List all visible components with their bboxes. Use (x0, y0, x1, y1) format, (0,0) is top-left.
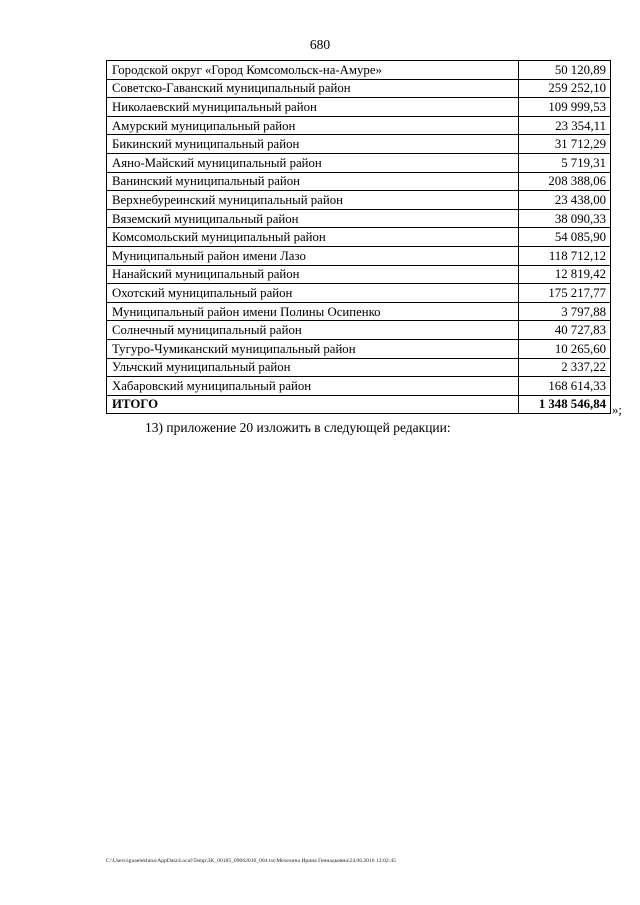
table-row (107, 321, 611, 340)
table-row (107, 228, 611, 247)
district-name-cell: Солнечный муниципальный район (107, 321, 519, 340)
district-name-cell: Верхнебуреинский муниципальный район (107, 191, 519, 210)
district-name-cell: Советско-Гаванский муниципальный район (107, 79, 519, 98)
table-row (107, 265, 611, 284)
amount-cell: 168 614,33 (519, 377, 611, 396)
amount-cell: 54 085,90 (519, 228, 611, 247)
amount-cell: 50 120,89 (519, 61, 611, 80)
amount-cell: 208 388,06 (519, 172, 611, 191)
amount-cell: 40 727,83 (519, 321, 611, 340)
amount-cell: 109 999,53 (519, 98, 611, 117)
district-name-cell: Ванинский муниципальный район (107, 172, 519, 191)
table-row (107, 377, 611, 396)
total-row (107, 395, 611, 414)
amount-cell: 31 712,29 (519, 135, 611, 154)
table-row (107, 153, 611, 172)
district-name-cell: Комсомольский муниципальный район (107, 228, 519, 247)
district-name-cell: Тугуро-Чумиканский муниципальный район (107, 339, 519, 358)
amount-cell: 12 819,42 (519, 265, 611, 284)
district-name-cell: Хабаровский муниципальный район (107, 377, 519, 396)
table-row (107, 246, 611, 265)
district-name-cell: Бикинский муниципальный район (107, 135, 519, 154)
amount-cell: 2 337,22 (519, 358, 611, 377)
table-row (107, 302, 611, 321)
district-name-cell: Ульчский муниципальный район (107, 358, 519, 377)
district-name-cell: Вяземский муниципальный район (107, 209, 519, 228)
amount-cell: 23 438,00 (519, 191, 611, 210)
amount-cell: 10 265,60 (519, 339, 611, 358)
amount-cell: 3 797,88 (519, 302, 611, 321)
table-row (107, 61, 611, 80)
district-name-cell: Муниципальный район имени Полины Осипенко (107, 302, 519, 321)
table-row (107, 284, 611, 303)
table-body (107, 61, 611, 414)
district-name-cell: Амурский муниципальный район (107, 116, 519, 135)
table-row (107, 339, 611, 358)
total-closing-quote: »; (612, 403, 622, 417)
table-row (107, 79, 611, 98)
total-amount-cell: 1 348 546,84 (519, 395, 611, 414)
district-name-cell: Нанайский муниципальный район (107, 265, 519, 284)
district-name-cell: Охотский муниципальный район (107, 284, 519, 303)
table-row (107, 116, 611, 135)
amount-cell: 118 712,12 (519, 246, 611, 265)
table-row (107, 172, 611, 191)
district-name-cell: Николаевский муниципальный район (107, 98, 519, 117)
footer-file-path: C:\Users\iguaelekhina\AppData\Local\Temp\3K_00185_09062016_004.txt\Мехехина Ирина Геннадьевна\24.06.2016 12:02:45 (106, 858, 396, 864)
district-name-cell: Аяно-Майский муниципальный район (107, 153, 519, 172)
table-row (107, 135, 611, 154)
table-row (107, 358, 611, 377)
amount-cell: 23 354,11 (519, 116, 611, 135)
page-number: 680 (309, 37, 331, 52)
district-name-cell: Городской округ «Город Комсомольск-на-Амуре» (107, 61, 519, 80)
amount-cell: 38 090,33 (519, 209, 611, 228)
allocation-table (106, 60, 611, 414)
table-row (107, 209, 611, 228)
amount-cell: 5 719,31 (519, 153, 611, 172)
district-name-cell: Муниципальный район имени Лазо (107, 246, 519, 265)
amount-cell: 259 252,10 (519, 79, 611, 98)
table-row (107, 191, 611, 210)
table-row (107, 98, 611, 117)
amount-cell: 175 217,77 (519, 284, 611, 303)
next-paragraph: 13) приложение 20 изложить в следующей редакции: (145, 420, 451, 435)
total-label-cell: ИТОГО (107, 395, 519, 414)
